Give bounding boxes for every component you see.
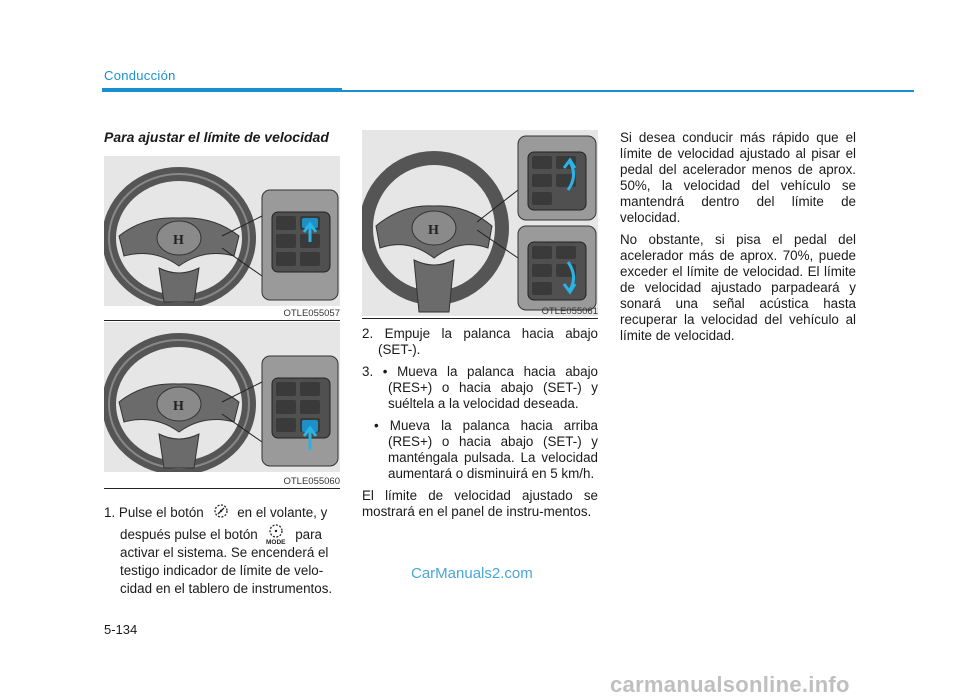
svg-text:H: H xyxy=(173,233,184,248)
figure-3-divider xyxy=(362,318,598,319)
steering-wheel-illustration xyxy=(104,322,340,472)
column-3-paragraph-1: Si desea conducir más rápido que el límite de velocidad ajustado al pisar el pedal del acelerador menos de aprox. 50%, la velocidad del vehículo se mantendrá dentro del límite de velocidad. xyxy=(620,130,856,225)
column-3-paragraph-2: No obstante, si pisa el pedal del acelerador más de aprox. 70%, puede exceder el límite de velocidad. El límite de velocidad ajustado parpadeará y sonará una señal acústica hasta recuperar la velocidad del vehículo al límite de velocidad. xyxy=(620,232,856,343)
svg-text:H: H xyxy=(428,223,439,238)
svg-text:H: H xyxy=(173,399,184,414)
steering-wheel-illustration xyxy=(362,130,598,316)
figure-steering-wheel-1 xyxy=(104,156,340,306)
figure-steering-wheel-2 xyxy=(104,322,340,472)
column-2-text xyxy=(362,326,598,520)
step-3-bullet-2: • Mueva la palanca hacia arriba (RES+) o hacia abajo (SET-) y manténgala pulsada. La velocidad aumentará o disminuirá en 5 km/h. xyxy=(374,418,598,481)
speed-limit-button-icon xyxy=(212,503,230,523)
step-2: 2. Empuje la palanca hacia abajo (SET-). xyxy=(362,326,598,357)
figure-steering-wheel-3 xyxy=(362,130,598,316)
column-3-text xyxy=(620,130,856,344)
step-1-line-4: testigo indicador de límite de velo- xyxy=(120,563,324,578)
mode-button-icon xyxy=(265,523,287,543)
header-rule-thick xyxy=(102,88,342,92)
figure-2-divider xyxy=(104,488,340,489)
figure-1-divider xyxy=(104,320,340,321)
step-1-line-2 xyxy=(104,523,340,544)
steering-wheel-illustration xyxy=(104,156,340,306)
watermark-bottom: carmanualsonline.info xyxy=(610,672,850,697)
page-number: 5-134 xyxy=(104,622,138,637)
step-1-text-c: después pulse el botón xyxy=(120,527,258,542)
step-1-line-3: activar el sistema. Se encenderá el xyxy=(120,545,329,560)
figure-1-code: OTLE055057 xyxy=(283,308,340,319)
column-1-text xyxy=(104,503,340,598)
section-title: Conducción xyxy=(104,68,176,83)
mode-label: MODE xyxy=(266,539,286,545)
figure-3-code: OTLE055061 xyxy=(541,306,598,317)
step-1-text-b: en el volante, y xyxy=(237,505,328,520)
subheading: Para ajustar el límite de velocidad xyxy=(104,129,329,145)
step-1-text-d: para xyxy=(295,527,323,542)
watermark-site: CarManuals2.com xyxy=(411,565,533,582)
step-1-text-a: 1. Pulse el botón xyxy=(104,505,204,520)
step-1-line-5: cidad en el tablero de instrumentos. xyxy=(120,581,333,596)
speed-limit-note: El límite de velocidad ajustado se mostrará en el panel de instru-mentos. xyxy=(362,488,598,519)
figure-2-code: OTLE055060 xyxy=(283,476,340,487)
header-rule-thin xyxy=(342,90,914,92)
step-1-line-1 xyxy=(104,503,340,523)
step-3-bullet-1: 3. • Mueva la palanca hacia abajo (RES+) o hacia abajo (SET-) y suéltela a la velocidad deseada. xyxy=(362,364,598,411)
